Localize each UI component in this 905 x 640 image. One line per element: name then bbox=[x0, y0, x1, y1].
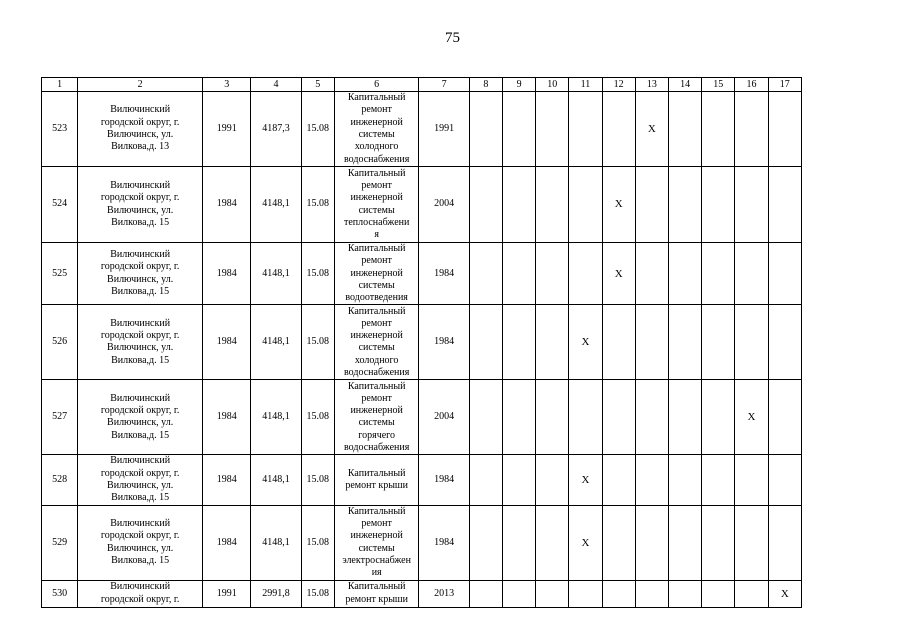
area-cell: 4187,3 bbox=[251, 92, 301, 167]
mark-cell bbox=[469, 305, 502, 380]
table-row bbox=[42, 167, 802, 243]
year-cell: 1984 bbox=[419, 305, 469, 380]
mark-cell bbox=[702, 305, 735, 380]
mark-cell bbox=[768, 505, 801, 580]
work-type-cell: Капитальный ремонт крыши bbox=[334, 455, 419, 505]
mark-cell bbox=[768, 305, 801, 380]
table-row bbox=[42, 505, 802, 580]
mark-cell bbox=[702, 380, 735, 455]
mark-cell bbox=[469, 505, 502, 580]
column-header: 14 bbox=[668, 78, 701, 92]
year-built-cell: 1991 bbox=[203, 92, 251, 167]
mark-cell bbox=[668, 505, 701, 580]
mark-cell bbox=[768, 243, 801, 305]
work-type-cell: Капитальный ремонт инженерной системы холодного водоснабжения bbox=[334, 305, 419, 380]
mark-cell bbox=[635, 505, 668, 580]
mark-cell bbox=[735, 505, 768, 580]
year-cell: 1991 bbox=[419, 92, 469, 167]
mark-cell bbox=[668, 455, 701, 505]
table-row bbox=[42, 92, 802, 167]
mark-cell bbox=[502, 380, 535, 455]
column-header: 3 bbox=[203, 78, 251, 92]
table-row bbox=[42, 455, 802, 505]
mark-cell bbox=[668, 380, 701, 455]
mark-cell: X bbox=[768, 580, 801, 607]
year-cell: 1984 bbox=[419, 243, 469, 305]
mark-cell bbox=[469, 92, 502, 167]
mark-cell bbox=[536, 580, 569, 607]
mark-cell bbox=[602, 580, 635, 607]
mark-cell: X bbox=[569, 455, 602, 505]
column-header: 16 bbox=[735, 78, 768, 92]
column-header: 10 bbox=[536, 78, 569, 92]
address-cell: Вилючинский городской округ, г. Вилючинск, ул. Вилкова,д. 15 bbox=[78, 305, 203, 380]
mark-cell bbox=[569, 243, 602, 305]
mark-cell bbox=[702, 167, 735, 243]
mark-cell bbox=[668, 305, 701, 380]
row-number-cell: 524 bbox=[42, 167, 78, 243]
table-row bbox=[42, 243, 802, 305]
row-number-cell: 529 bbox=[42, 505, 78, 580]
mark-cell bbox=[469, 455, 502, 505]
mark-cell: X bbox=[635, 92, 668, 167]
address-cell: Вилючинский городской округ, г. Вилючинск, ул. Вилкова,д. 15 bbox=[78, 167, 203, 243]
mark-cell bbox=[502, 92, 535, 167]
address-cell: Вилючинский городской округ, г. Вилючинск, ул. Вилкова,д. 15 bbox=[78, 455, 203, 505]
row-number-cell: 523 bbox=[42, 92, 78, 167]
mark-cell bbox=[536, 380, 569, 455]
column-header: 13 bbox=[635, 78, 668, 92]
year-cell: 2004 bbox=[419, 380, 469, 455]
mark-cell bbox=[668, 243, 701, 305]
mark-cell bbox=[469, 580, 502, 607]
work-type-cell: Капитальный ремонт инженерной системы водоотведения bbox=[334, 243, 419, 305]
mark-cell bbox=[735, 580, 768, 607]
mark-cell bbox=[635, 580, 668, 607]
work-type-cell: Капитальный ремонт крыши bbox=[334, 580, 419, 607]
mark-cell bbox=[668, 92, 701, 167]
mark-cell bbox=[635, 455, 668, 505]
mark-cell: X bbox=[602, 167, 635, 243]
work-type-cell: Капитальный ремонт инженерной системы холодного водоснабжения bbox=[334, 92, 419, 167]
row-number-cell: 526 bbox=[42, 305, 78, 380]
mark-cell bbox=[735, 92, 768, 167]
table-body bbox=[42, 92, 802, 608]
mark-cell bbox=[469, 380, 502, 455]
code-cell: 15.08 bbox=[301, 167, 334, 243]
mark-cell bbox=[502, 167, 535, 243]
mark-cell bbox=[668, 580, 701, 607]
mark-cell bbox=[735, 243, 768, 305]
row-number-cell: 530 bbox=[42, 580, 78, 607]
registry-table bbox=[41, 77, 802, 608]
mark-cell bbox=[768, 92, 801, 167]
code-cell: 15.08 bbox=[301, 455, 334, 505]
mark-cell bbox=[536, 455, 569, 505]
mark-cell bbox=[602, 92, 635, 167]
year-built-cell: 1984 bbox=[203, 243, 251, 305]
mark-cell: X bbox=[735, 380, 768, 455]
column-header: 9 bbox=[502, 78, 535, 92]
mark-cell bbox=[602, 455, 635, 505]
year-cell: 2013 bbox=[419, 580, 469, 607]
mark-cell bbox=[702, 243, 735, 305]
mark-cell bbox=[735, 305, 768, 380]
code-cell: 15.08 bbox=[301, 92, 334, 167]
mark-cell bbox=[536, 92, 569, 167]
mark-cell: X bbox=[602, 243, 635, 305]
year-built-cell: 1984 bbox=[203, 455, 251, 505]
mark-cell bbox=[569, 92, 602, 167]
row-number-cell: 527 bbox=[42, 380, 78, 455]
year-built-cell: 1984 bbox=[203, 505, 251, 580]
page-number: 75 bbox=[445, 30, 460, 46]
mark-cell bbox=[502, 455, 535, 505]
column-header: 17 bbox=[768, 78, 801, 92]
area-cell: 4148,1 bbox=[251, 455, 301, 505]
code-cell: 15.08 bbox=[301, 243, 334, 305]
mark-cell bbox=[735, 167, 768, 243]
mark-cell bbox=[502, 305, 535, 380]
year-built-cell: 1984 bbox=[203, 305, 251, 380]
mark-cell bbox=[536, 505, 569, 580]
mark-cell bbox=[668, 167, 701, 243]
address-cell: Вилючинский городской округ, г. Вилючинск, ул. Вилкова,д. 15 bbox=[78, 243, 203, 305]
column-header: 1 bbox=[42, 78, 78, 92]
mark-cell bbox=[502, 580, 535, 607]
address-cell: Вилючинский городской округ, г. Вилючинск, ул. Вилкова,д. 15 bbox=[78, 505, 203, 580]
mark-cell bbox=[536, 243, 569, 305]
year-built-cell: 1991 bbox=[203, 580, 251, 607]
year-cell: 2004 bbox=[419, 167, 469, 243]
column-header: 11 bbox=[569, 78, 602, 92]
mark-cell bbox=[735, 455, 768, 505]
mark-cell bbox=[768, 380, 801, 455]
column-header: 2 bbox=[78, 78, 203, 92]
column-header: 15 bbox=[702, 78, 735, 92]
mark-cell bbox=[635, 305, 668, 380]
mark-cell bbox=[569, 380, 602, 455]
work-type-cell: Капитальный ремонт инженерной системы электроснабжен ия bbox=[334, 505, 419, 580]
mark-cell bbox=[536, 167, 569, 243]
mark-cell bbox=[702, 580, 735, 607]
column-header: 4 bbox=[251, 78, 301, 92]
area-cell: 4148,1 bbox=[251, 380, 301, 455]
table-row bbox=[42, 305, 802, 380]
column-header: 5 bbox=[301, 78, 334, 92]
mark-cell: X bbox=[569, 305, 602, 380]
mark-cell bbox=[502, 243, 535, 305]
code-cell: 15.08 bbox=[301, 505, 334, 580]
area-cell: 4148,1 bbox=[251, 167, 301, 243]
year-built-cell: 1984 bbox=[203, 380, 251, 455]
code-cell: 15.08 bbox=[301, 305, 334, 380]
work-type-cell: Капитальный ремонт инженерной системы теплоснабжени я bbox=[334, 167, 419, 243]
mark-cell: X bbox=[569, 505, 602, 580]
year-cell: 1984 bbox=[419, 455, 469, 505]
area-cell: 4148,1 bbox=[251, 505, 301, 580]
year-cell: 1984 bbox=[419, 505, 469, 580]
year-built-cell: 1984 bbox=[203, 167, 251, 243]
mark-cell bbox=[635, 380, 668, 455]
mark-cell bbox=[768, 167, 801, 243]
mark-cell bbox=[768, 455, 801, 505]
table-row bbox=[42, 380, 802, 455]
mark-cell bbox=[602, 505, 635, 580]
mark-cell bbox=[635, 167, 668, 243]
row-number-cell: 525 bbox=[42, 243, 78, 305]
mark-cell bbox=[469, 243, 502, 305]
work-type-cell: Капитальный ремонт инженерной системы горячего водоснабжения bbox=[334, 380, 419, 455]
mark-cell bbox=[635, 243, 668, 305]
column-header: 8 bbox=[469, 78, 502, 92]
mark-cell bbox=[569, 167, 602, 243]
address-cell: Вилючинский городской округ, г. bbox=[78, 580, 203, 607]
column-header: 6 bbox=[334, 78, 419, 92]
area-cell: 2991,8 bbox=[251, 580, 301, 607]
mark-cell bbox=[502, 505, 535, 580]
mark-cell bbox=[569, 580, 602, 607]
column-header: 7 bbox=[419, 78, 469, 92]
header-row bbox=[42, 78, 802, 92]
column-header: 12 bbox=[602, 78, 635, 92]
mark-cell bbox=[702, 455, 735, 505]
mark-cell bbox=[702, 92, 735, 167]
address-cell: Вилючинский городской округ, г. Вилючинск, ул. Вилкова,д. 15 bbox=[78, 380, 203, 455]
table-row bbox=[42, 580, 802, 607]
mark-cell bbox=[536, 305, 569, 380]
code-cell: 15.08 bbox=[301, 380, 334, 455]
code-cell: 15.08 bbox=[301, 580, 334, 607]
address-cell: Вилючинский городской округ, г. Вилючинск, ул. Вилкова,д. 13 bbox=[78, 92, 203, 167]
mark-cell bbox=[602, 305, 635, 380]
mark-cell bbox=[602, 380, 635, 455]
area-cell: 4148,1 bbox=[251, 243, 301, 305]
mark-cell bbox=[702, 505, 735, 580]
area-cell: 4148,1 bbox=[251, 305, 301, 380]
mark-cell bbox=[469, 167, 502, 243]
row-number-cell: 528 bbox=[42, 455, 78, 505]
